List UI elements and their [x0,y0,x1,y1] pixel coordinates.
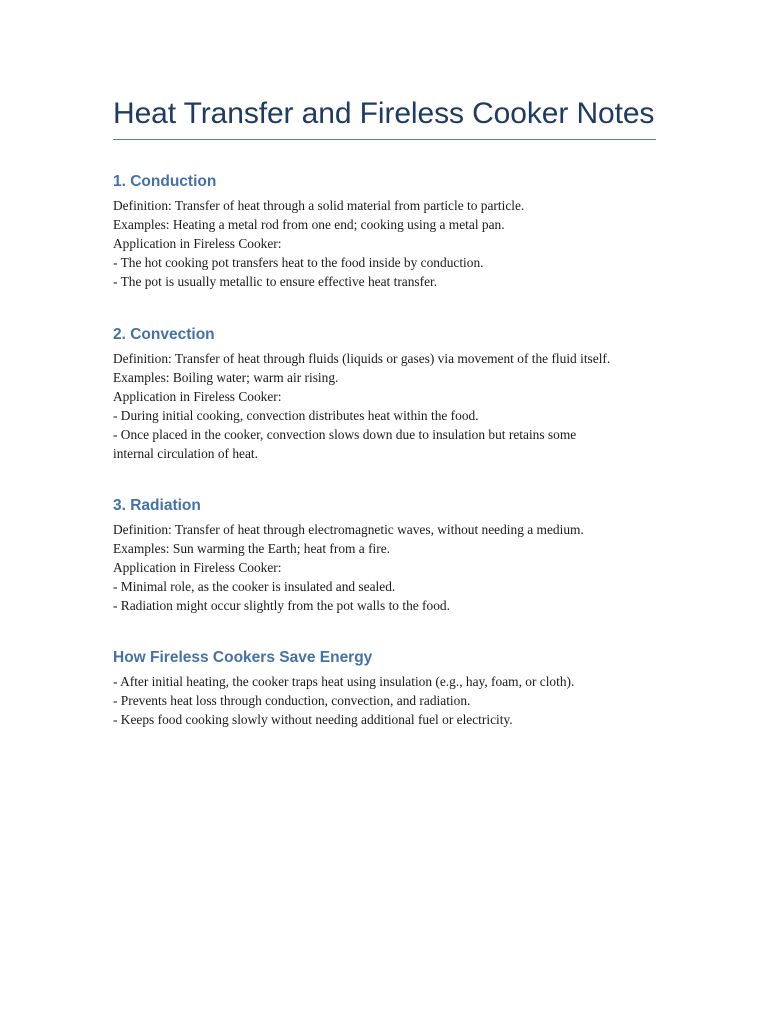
radiation-application-point-2: - Radiation might occur slightly from the pot walls to the food. [113,598,450,614]
radiation-application-point-1: - Minimal role, as the cooker is insulated and sealed. [113,579,396,595]
radiation-examples: Examples: Sun warming the Earth; heat from a fire. [113,541,391,557]
title-underline [113,139,656,140]
section-body-radiation [113,520,656,615]
energy-saving-point-2: - Prevents heat loss through conduction, convection, and radiation. [113,693,471,709]
section-radiation [113,496,656,615]
energy-saving-point-1: - After initial heating, the cooker traps heat using insulation (e.g., hay, foam, or cloth). [113,674,575,689]
convection-application-point-2: - Once placed in the cooker, convection slows down due to insulation but retains some [113,427,577,443]
convection-definition: Definition: Transfer of heat through fluids (liquids or gases) via movement of the fluid itself. [113,351,611,366]
convection-examples: Examples: Boiling water; warm air rising. [113,370,339,386]
section-heading-convection: 2. Convection [113,326,215,343]
energy-saving-point-3: - Keeps food cooking slowly without needing additional fuel or electricity. [113,712,513,728]
section-body-conduction [113,196,656,291]
convection-application-label: Application in Fireless Cooker: [113,389,282,405]
section-conduction [113,172,656,291]
section-heading-conduction: 1. Conduction [113,173,217,190]
radiation-application-label: Application in Fireless Cooker: [113,560,282,576]
convection-application-point-2-continued: internal circulation of heat. [113,446,259,462]
section-body-energy-saving [113,672,656,729]
conduction-application-point-2: - The pot is usually metallic to ensure effective heat transfer. [113,274,438,290]
section-energy-saving [113,648,656,729]
section-body-convection [113,349,656,464]
section-heading-energy-saving: How Fireless Cookers Save Energy [113,649,373,666]
conduction-application-label: Application in Fireless Cooker: [113,236,282,252]
document-title: Heat Transfer and Fireless Cooker Notes [113,97,655,130]
section-heading-radiation: 3. Radiation [113,497,201,514]
radiation-definition: Definition: Transfer of heat through electromagnetic waves, without needing a medium. [113,522,584,537]
conduction-application-point-1: - The hot cooking pot transfers heat to the food inside by conduction. [113,255,484,271]
section-convection [113,325,656,464]
conduction-definition: Definition: Transfer of heat through a solid material from particle to particle. [113,198,525,213]
conduction-examples: Examples: Heating a metal rod from one end; cooking using a metal pan. [113,217,505,233]
convection-application-point-1: - During initial cooking, convection distributes heat within the food. [113,408,479,424]
